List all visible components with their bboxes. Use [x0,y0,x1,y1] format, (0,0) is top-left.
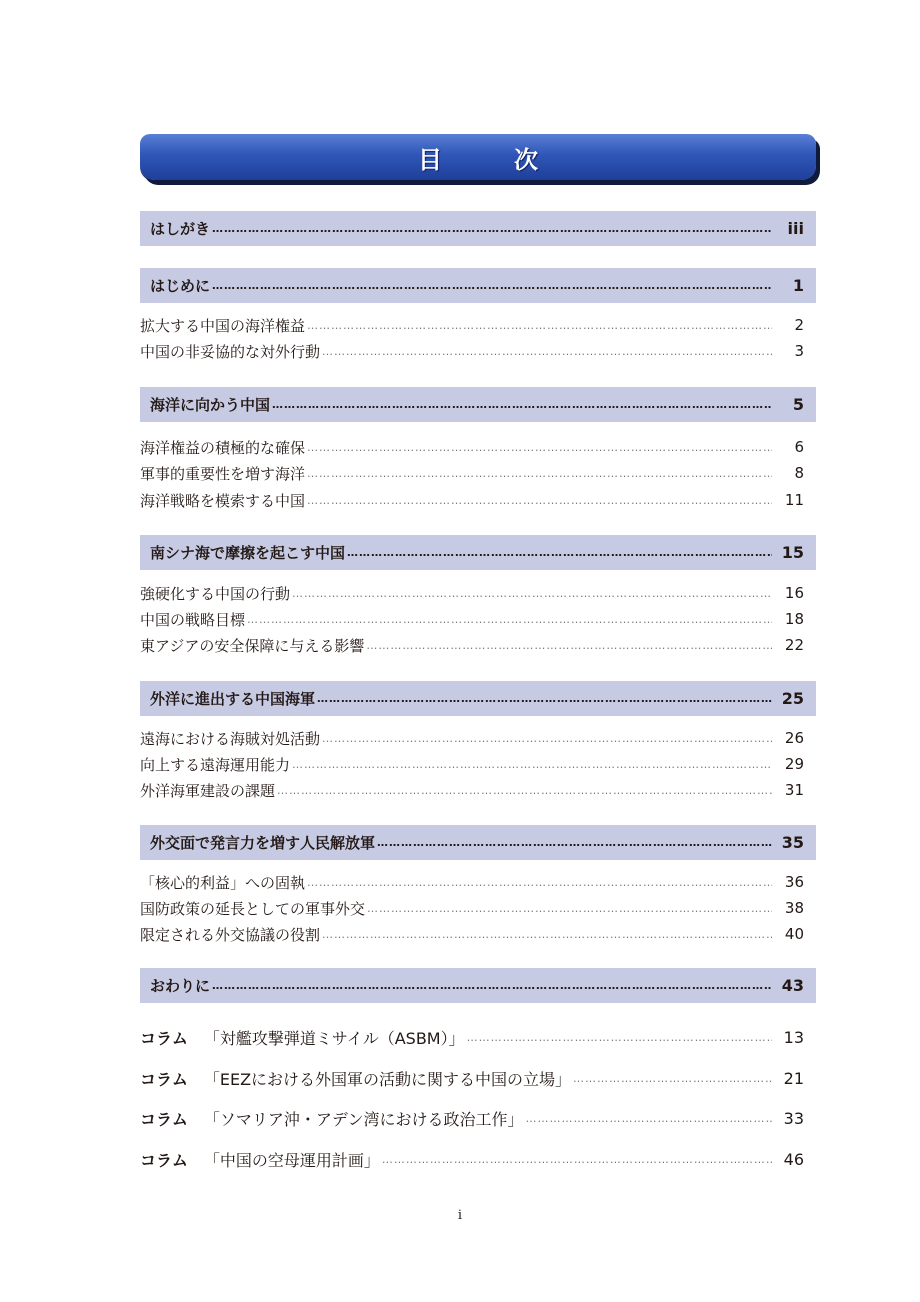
toc-entry[interactable] [140,489,816,511]
dot-leader [272,398,772,411]
toc-entry[interactable] [140,897,816,919]
column-prefix: コラム [140,1069,188,1089]
toc-entry[interactable] [140,582,816,604]
dot-leader [322,345,772,358]
dot-leader [377,836,772,849]
dot-leader [366,639,772,652]
column-prefix: コラム [140,1150,188,1170]
toc-column-entry[interactable] [140,1065,816,1091]
column-page: 21 [783,1068,804,1088]
entry-title: 外洋海軍建設の課題 [140,781,276,800]
entry-page: 8 [794,464,804,482]
entry-page: 16 [784,584,804,602]
dot-leader [367,902,772,915]
section-page: 43 [781,976,804,995]
entry-page: 26 [784,729,804,747]
section-page: 35 [781,833,804,852]
dot-leader [247,613,772,626]
column-title: 「ソマリア沖・アデン湾における政治工作」 [203,1109,524,1129]
dot-leader [322,732,772,745]
toc-entry[interactable] [140,753,816,775]
dot-leader [307,441,772,454]
entry-title: 限定される外交協議の役割 [140,925,321,944]
toc-section-header[interactable] [140,681,816,716]
section-title: おわりに [150,977,211,995]
column-page: 13 [783,1027,804,1047]
dot-leader [212,222,772,235]
entry-title: 遠海における海賊対処活動 [140,729,321,748]
dot-leader [277,784,772,797]
dot-leader [307,876,772,889]
toc-section-header[interactable] [140,535,816,570]
dot-leader [307,467,772,480]
dot-leader [212,279,772,292]
entry-page: 18 [784,610,804,628]
toc-section-header[interactable] [140,387,816,422]
toc-title: 目 次 [418,145,562,174]
column-prefix: コラム [140,1028,188,1048]
entry-page: 3 [794,342,804,360]
section-page: 25 [781,689,804,708]
column-page: 33 [783,1108,804,1128]
entry-title: 海洋戦略を模索する中国 [140,491,306,510]
entry-title: 中国の非妥協的な対外行動 [140,342,321,361]
section-page: 1 [792,276,804,295]
dot-leader [307,494,772,507]
toc-entry[interactable] [140,727,816,749]
section-page: iii [787,219,804,238]
toc-column-entry[interactable] [140,1105,816,1131]
toc-entry[interactable] [140,608,816,630]
entry-title: 強硬化する中国の行動 [140,584,291,603]
dot-leader [526,1112,772,1125]
column-title: 「EEZにおける外国軍の活動に関する中国の立場」 [203,1069,572,1089]
toc-column-entry[interactable] [140,1024,816,1050]
entry-title: 「核心的利益」への固執 [140,873,306,892]
toc-entry[interactable] [140,923,816,945]
section-title: 南シナ海で摩擦を起こす中国 [150,544,346,562]
dot-leader [292,758,772,771]
dot-leader [322,928,772,941]
toc-entry[interactable] [140,779,816,801]
dot-leader [212,979,772,992]
toc-entry[interactable] [140,634,816,656]
toc-section-header[interactable] [140,268,816,303]
toc-entry[interactable] [140,871,816,893]
entry-title: 海洋権益の積極的な確保 [140,438,306,457]
dot-leader [573,1072,772,1085]
section-title: 外洋に進出する中国海軍 [150,690,316,708]
entry-title: 中国の戦略目標 [140,610,246,629]
toc-column-entry[interactable] [140,1146,816,1172]
toc-section-header[interactable] [140,211,816,246]
entry-title: 東アジアの安全保障に与える影響 [140,636,365,655]
dot-leader [347,546,772,559]
entry-page: 40 [784,925,804,943]
column-prefix: コラム [140,1109,188,1129]
dot-leader [382,1153,772,1166]
section-title: 外交面で発言力を増す人民解放軍 [150,834,376,852]
dot-leader [307,319,772,332]
column-title: 「対艦攻撃弾道ミサイル（ASBM）」 [203,1028,465,1048]
entry-page: 6 [794,438,804,456]
toc-entry[interactable] [140,462,816,484]
dot-leader [317,692,772,705]
dot-leader [467,1031,772,1044]
toc-entry[interactable] [140,340,816,362]
section-title: はしがき [150,220,211,238]
toc-entry[interactable] [140,314,816,336]
toc-section-header[interactable] [140,968,816,1003]
toc-section-header[interactable] [140,825,816,860]
entry-title: 軍事的重要性を増す海洋 [140,464,306,483]
column-title: 「中国の空母運用計画」 [203,1150,380,1170]
entry-page: 22 [784,636,804,654]
section-title: 海洋に向かう中国 [150,396,271,414]
toc-entry[interactable] [140,436,816,458]
entry-page: 38 [784,899,804,917]
entry-title: 国防政策の延長としての軍事外交 [140,899,366,918]
entry-title: 向上する遠海運用能力 [140,755,291,774]
column-page: 46 [783,1149,804,1169]
section-title: はじめに [150,277,211,295]
entry-title: 拡大する中国の海洋権益 [140,316,306,335]
toc-title-bar [140,134,816,180]
section-page: 15 [781,543,804,562]
page-number: i [457,1208,463,1223]
entry-page: 36 [784,873,804,891]
dot-leader [292,587,772,600]
entry-page: 31 [784,781,804,799]
entry-page: 11 [784,491,804,509]
entry-page: 29 [784,755,804,773]
section-page: 5 [792,395,804,414]
entry-page: 2 [794,316,804,334]
